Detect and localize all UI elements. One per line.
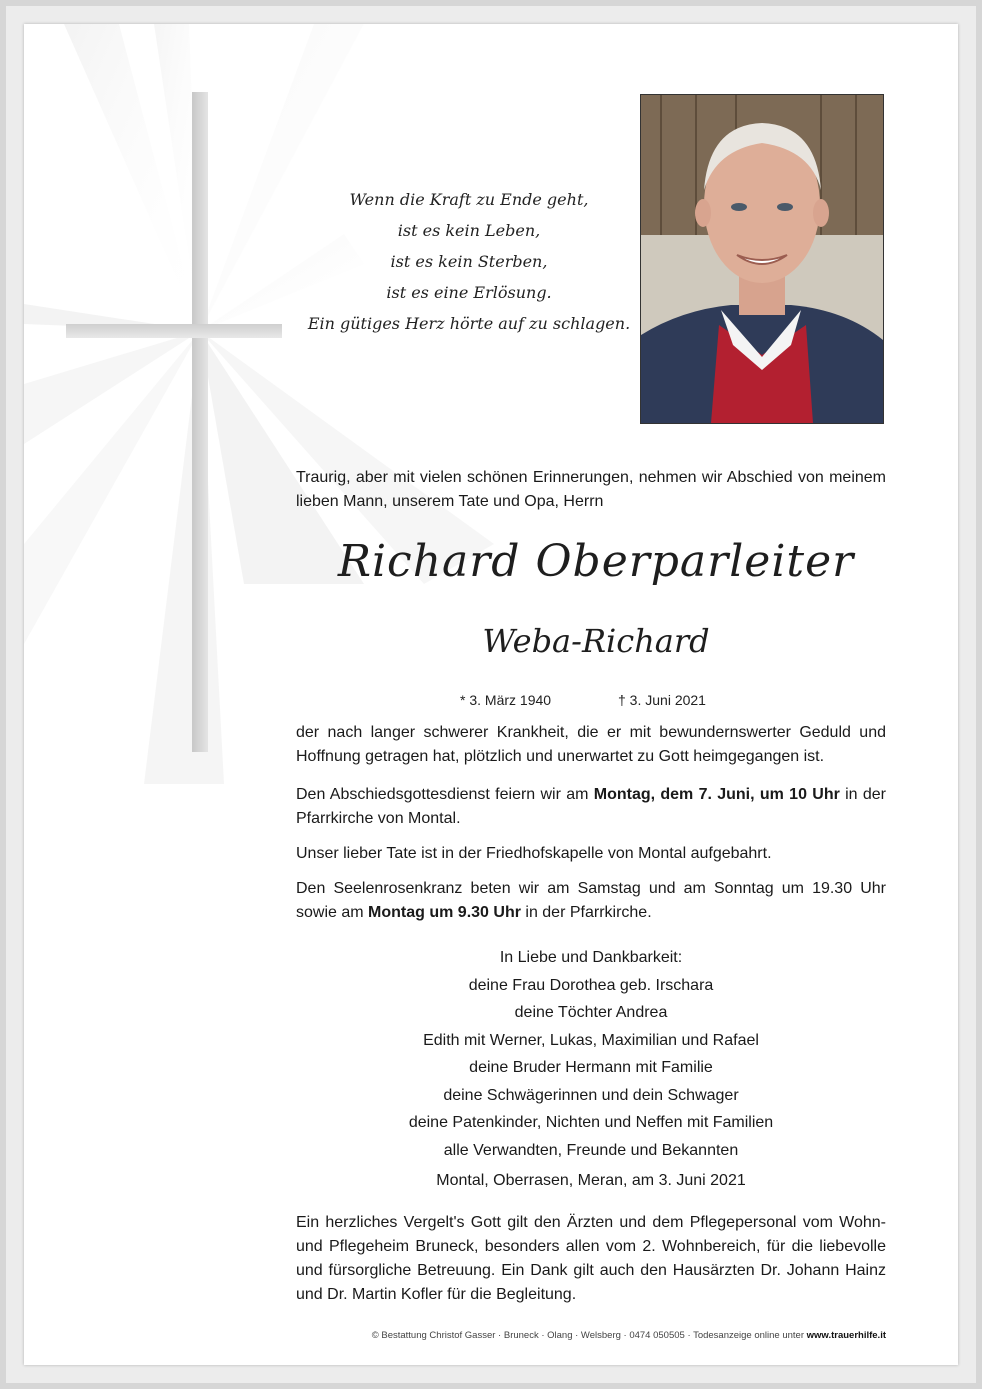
- mourner-line: deine Töchter Andrea: [514, 1004, 668, 1021]
- mourner-line: deine Bruder Hermann mit Familie: [469, 1059, 713, 1076]
- intro-paragraph: Traurig, aber mit vielen schönen Erinnerungen, nehmen wir Abschied von meinem lieben Mann, unserem Tate und Opa, Herrn: [296, 469, 886, 510]
- verse-line: ist es eine Erlösung.: [386, 283, 552, 302]
- thanks-paragraph: Ein herzliches Vergelt's Gott gilt den Ärzten und dem Pflegepersonal vom Wohn- und Pflegeheim Bruneck, besonders allen vom 2. Wohnbereich, für die liebevolle und fürsorgliche Betreuung. Ein Dank gilt auch den Hausärzten Dr. Johann Hainz und Dr. Martin Kofler für die Begleitung.: [296, 1214, 886, 1303]
- footer-website-link[interactable]: www.trauerhilfe.it: [806, 1330, 886, 1341]
- place-and-date: Montal, Oberrasen, Meran, am 3. Juni 2021: [436, 1172, 746, 1189]
- mourner-line: deine Frau Dorothea geb. Irschara: [468, 976, 714, 994]
- service-location: in der Pfarrkirche von Montal.: [296, 786, 887, 827]
- obituary-card: [24, 24, 958, 1365]
- mourner-line: Edith mit Werner, Lukas, Maximilian und Rafael: [423, 1031, 759, 1049]
- nickname: Weba-Richard: [482, 622, 710, 660]
- rosary-location: in der Pfarrkirche.: [520, 904, 652, 921]
- portrait-photo: [640, 94, 884, 424]
- verse-line: ist es kein Sterben,: [390, 252, 548, 271]
- service-datetime: Montag, dem 7. Juni, um 10 Uhr: [593, 786, 840, 803]
- cross-vertical-beam: [192, 92, 208, 752]
- portrait-illustration: [641, 95, 883, 423]
- footer: [296, 1330, 886, 1341]
- mourner-line: deine Schwägerinnen und dein Schwager: [443, 1086, 739, 1104]
- mourner-line: deine Patenkinder, Nichten und Neffen mit Familien: [408, 1114, 774, 1131]
- laid-out-paragraph: Unser lieber Tate ist in der Friedhofskapelle von Montal aufgebahrt.: [296, 845, 772, 862]
- verse-line: Wenn die Kraft zu Ende geht,: [349, 190, 589, 209]
- service-text: Den Abschiedsgottesdienst feiern wir am: [296, 786, 594, 803]
- deceased-name: Richard Oberparleiter: [337, 536, 855, 587]
- mourner-line: In Liebe und Dankbarkeit:: [499, 949, 683, 966]
- footer-imprint: © Bestattung Christof Gasser · Bruneck · Olang · Welsberg · 0474 050505 · Todesanzeige online unter: [371, 1330, 807, 1341]
- mourners-list: [296, 944, 886, 1164]
- rosary-text: Den Seelenrosenkranz beten wir am Samstag und am Sonntag um 19.30 Uhr sowie am: [296, 880, 886, 921]
- rosary-datetime: Montag um 9.30 Uhr: [368, 904, 521, 921]
- mourner-line: alle Verwandten, Freunde und Bekannten: [443, 1141, 739, 1159]
- cross-horizontal-beam: [66, 324, 282, 338]
- illness-paragraph: der nach langer schwerer Krankheit, die er mit bewundernswerter Geduld und Hoffnung getragen hat, plötzlich und unerwartet zu Gott heimgegangen ist.: [296, 724, 886, 765]
- memorial-verse: [304, 184, 634, 339]
- service-paragraph: [296, 783, 886, 831]
- verse-line: ist es kein Leben,: [397, 221, 541, 240]
- birth-date: * 3. März 1940: [460, 692, 552, 708]
- rosary-paragraph: [296, 877, 886, 925]
- death-date: † 3. Juni 2021: [618, 692, 706, 708]
- verse-line: Ein gütiges Herz hörte auf zu schlagen.: [307, 314, 631, 333]
